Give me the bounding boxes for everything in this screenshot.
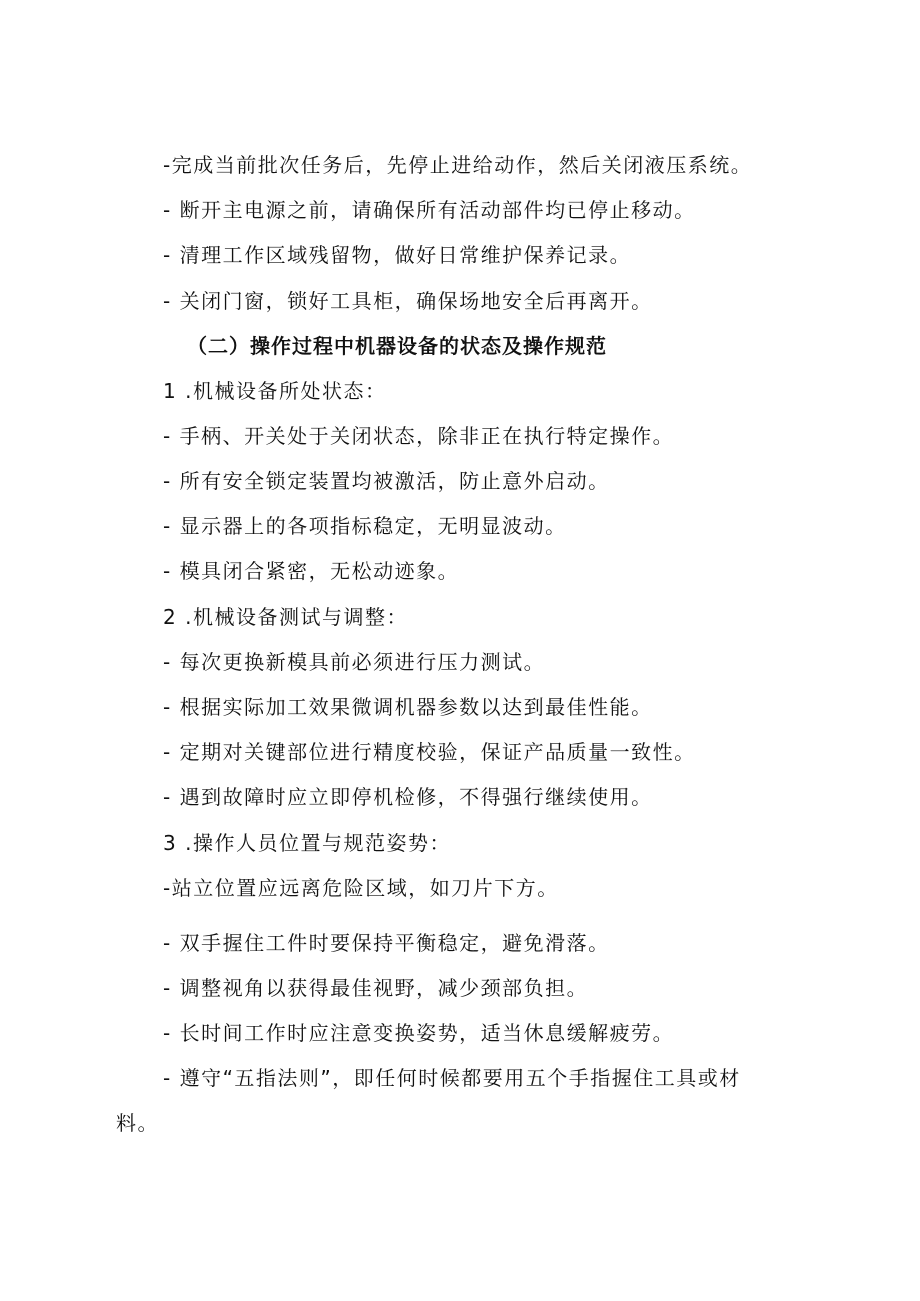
shutdown-step-3: - 清理工作区域残留物，做好日常维护保养记录。	[163, 243, 632, 267]
subsection-3-title: 3 .操作人员位置与规范姿势：	[163, 831, 451, 855]
subsection-3-item: - 长时间工作时应注意变换姿势，适当休息缓解疲劳。	[163, 1021, 675, 1045]
subsection-2-item: - 根据实际加工效果微调机器参数以达到最佳性能。	[163, 695, 653, 719]
subsection-3-item-continuation: 料。	[116, 1111, 159, 1135]
subsection-1-title: 1 .机械设备所处状态：	[163, 379, 387, 403]
subsection-2-item: - 每次更换新模具前必须进行压力测试。	[163, 650, 546, 674]
shutdown-step-1: -完成当前批次任务后，先停止进给动作，然后关闭液压系统。	[163, 153, 753, 177]
subsection-3-item: -站立位置应远离危险区域，如刀片下方。	[163, 876, 559, 900]
subsection-1-item: - 模具闭合紧密，无松动迹象。	[163, 559, 460, 583]
subsection-3-item: - 双手握住工件时要保持平衡稳定，避免滑落。	[163, 931, 610, 955]
shutdown-step-4: - 关闭门窗，锁好工具柜，确保场地安全后再离开。	[163, 289, 653, 313]
shutdown-step-2: - 断开主电源之前，请确保所有活动部件均已停止移动。	[163, 198, 696, 222]
subsection-3-item: - 调整视角以获得最佳视野，减少颈部负担。	[163, 976, 589, 1000]
subsection-1-item: - 手柄、开关处于关闭状态，除非正在执行特定操作。	[163, 424, 675, 448]
subsection-1-item: - 所有安全锁定装置均被激活，防止意外启动。	[163, 469, 610, 493]
subsection-2-item: - 定期对关键部位进行精度校验，保证产品质量一致性。	[163, 740, 696, 764]
subsection-2-item: - 遇到故障时应立即停机检修，不得强行继续使用。	[163, 785, 653, 809]
subsection-3-item-wrapped: - 遵守“五指法则”，即任何时候都要用五个手指握住工具或材	[163, 1066, 741, 1090]
subsection-1-item: - 显示器上的各项指标稳定，无明显波动。	[163, 514, 567, 538]
section-heading: （二）操作过程中机器设备的状态及操作规范	[187, 334, 607, 358]
subsection-2-title: 2 .机械设备测试与调整：	[163, 605, 408, 629]
